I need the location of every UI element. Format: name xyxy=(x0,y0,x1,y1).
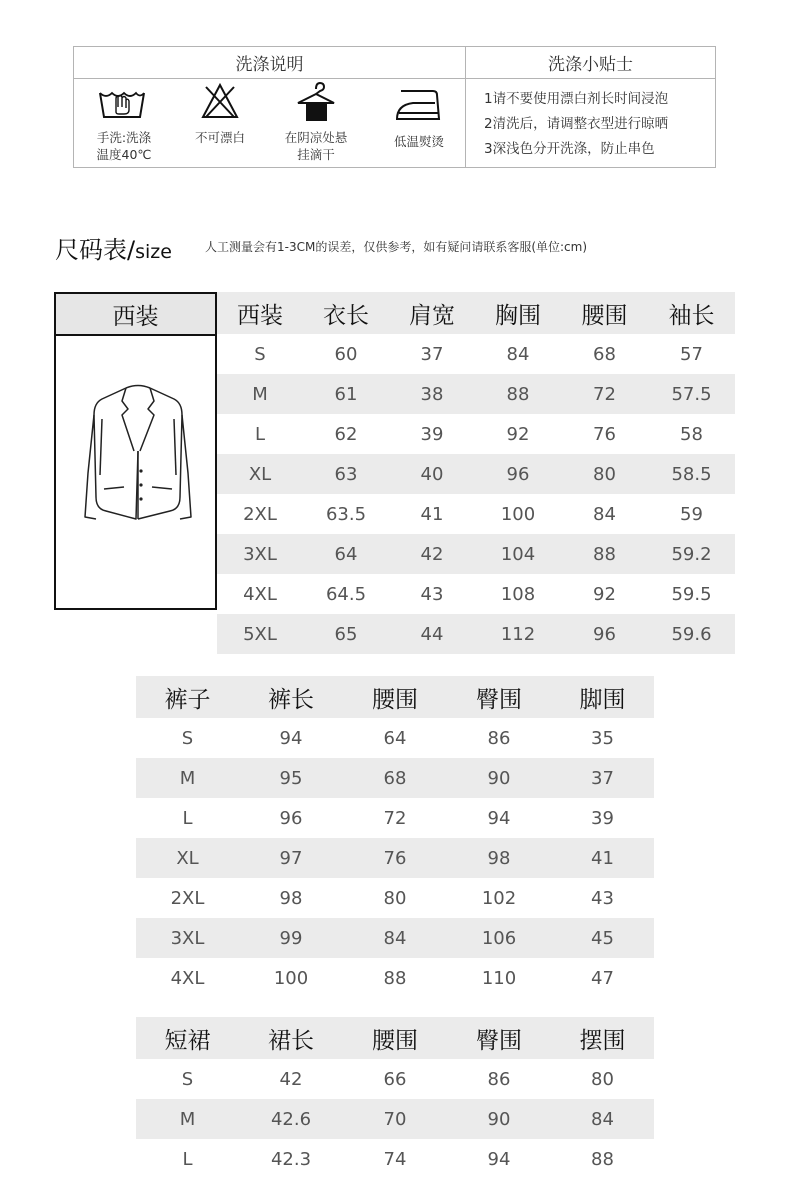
skirt-measure-cell: 42.3 xyxy=(270,1148,312,1170)
skirt-size-label-cell: M xyxy=(136,1099,239,1139)
pants-measure-cell: 68 xyxy=(343,758,447,798)
no-bleach-label: 不可漂白 xyxy=(194,130,245,145)
suit-size-row xyxy=(217,414,735,454)
skirt-measure-cell: 42 xyxy=(279,1068,303,1090)
wash-tip-2: 2清洗后，请调整衣型进行晾晒 xyxy=(484,116,669,132)
pants-header-cell: 裤子 xyxy=(136,676,239,718)
hang-dry-label: 在阴凉处悬 挂滴干 xyxy=(284,130,348,162)
skirt-measure-cell: 74 xyxy=(383,1148,407,1170)
suit-measure-cell: 88 xyxy=(561,534,648,574)
suit-measure-cell: 68 xyxy=(593,343,616,365)
suit-measure-cell: 37 xyxy=(420,343,444,365)
suit-measure-cell: 72 xyxy=(561,374,648,414)
skirt-measure-cell: 66 xyxy=(383,1068,407,1090)
suit-measure-cell: 100 xyxy=(500,503,536,525)
pants-header-cell: 脚围 xyxy=(551,676,654,718)
pants-measure-cell: 41 xyxy=(551,838,654,878)
skirt-header-cell: 摆围 xyxy=(551,1017,654,1059)
suit-size-row xyxy=(217,494,735,534)
suit-size-row xyxy=(217,574,735,614)
suit-size-row xyxy=(217,534,735,574)
pants-measure-cell: 64 xyxy=(383,727,407,749)
care-item-hand-wash xyxy=(74,79,174,167)
suit-size-row xyxy=(217,454,735,494)
care-instructions-table xyxy=(73,46,716,168)
suit-measure-cell: 44 xyxy=(389,614,475,654)
suit-header-cell: 袖长 xyxy=(648,292,735,334)
skirt-size-label-cell: S xyxy=(181,1068,194,1090)
size-chart-title-zh: 尺码表/ xyxy=(55,236,136,264)
suit-measure-cell: 59.6 xyxy=(648,614,735,654)
skirt-measure-cell: 94 xyxy=(487,1148,511,1170)
suit-measure-cell: 88 xyxy=(475,374,561,414)
suit-header-cell: 西装 xyxy=(217,292,303,334)
skirt-header-row xyxy=(136,1017,654,1059)
suit-measure-cell: 57 xyxy=(680,343,703,365)
wash-tip-3: 3深浅色分开洗涤，防止串色 xyxy=(484,141,655,157)
pants-measure-cell: 39 xyxy=(591,807,614,829)
suit-box-label: 西装 xyxy=(56,294,215,336)
skirt-measure-cell: 88 xyxy=(591,1148,614,1170)
care-item-hang-dry xyxy=(266,79,366,167)
pants-measure-cell: 98 xyxy=(279,887,303,909)
suit-header-cell: 胸围 xyxy=(475,292,561,334)
pants-measure-cell: 100 xyxy=(273,967,309,989)
pants-size-row xyxy=(136,798,654,838)
size-chart-note: 人工测量会有1-3CM的误差，仅供参考，如有疑问请联系客服(单位:cm) xyxy=(205,240,588,254)
pants-measure-cell: 84 xyxy=(343,918,447,958)
pants-header-cell: 臀围 xyxy=(447,676,551,718)
suit-size-row xyxy=(217,334,735,374)
pants-size-row xyxy=(136,918,654,958)
suit-measure-cell: 65 xyxy=(303,614,389,654)
pants-size-label-cell: 2XL xyxy=(170,887,205,909)
pants-header-row xyxy=(136,676,654,718)
suit-measure-cell: 92 xyxy=(593,583,616,605)
hand-wash-label: 手洗:洗涤 温度40℃ xyxy=(96,130,152,162)
suit-measure-cell: 61 xyxy=(303,374,389,414)
pants-measure-cell: 90 xyxy=(447,758,551,798)
suit-measure-cell: 62 xyxy=(334,423,358,445)
pants-size-row xyxy=(136,718,654,758)
suit-measure-cell: 57.5 xyxy=(648,374,735,414)
suit-measure-cell: 108 xyxy=(500,583,536,605)
no-bleach-icon xyxy=(170,79,270,135)
size-chart-title-en: size xyxy=(135,241,172,263)
skirt-size-table xyxy=(136,1017,654,1179)
care-icons-row xyxy=(74,79,466,167)
skirt-header-cell: 腰围 xyxy=(343,1017,447,1059)
suit-measure-cell: 41 xyxy=(420,503,444,525)
pants-size-row xyxy=(136,758,654,798)
wash-tips-title: 洗涤小贴士 xyxy=(466,47,715,79)
pants-size-table xyxy=(136,676,654,998)
pants-size-label-cell: L xyxy=(182,807,193,829)
suit-measure-cell: 58 xyxy=(680,423,703,445)
pants-measure-cell: 96 xyxy=(279,807,303,829)
suit-measure-cell: 59.5 xyxy=(671,583,712,605)
suit-size-label-cell: L xyxy=(254,423,266,445)
skirt-measure-cell: 90 xyxy=(447,1099,551,1139)
suit-measure-cell: 112 xyxy=(475,614,561,654)
low-iron-label: 低温熨烫 xyxy=(393,134,444,149)
suit-measure-cell: 96 xyxy=(475,454,561,494)
size-chart-title xyxy=(55,230,172,265)
pants-measure-cell: 43 xyxy=(591,887,614,909)
pants-measure-cell: 80 xyxy=(383,887,407,909)
pants-size-row xyxy=(136,958,654,998)
wash-tip-1: 1请不要使用漂白剂长时间浸泡 xyxy=(484,91,669,107)
pants-measure-cell: 88 xyxy=(383,967,407,989)
pants-measure-cell: 98 xyxy=(447,838,551,878)
pants-measure-cell: 35 xyxy=(591,727,614,749)
pants-measure-cell: 37 xyxy=(551,758,654,798)
pants-header-cell: 腰围 xyxy=(343,676,447,718)
pants-measure-cell: 106 xyxy=(447,918,551,958)
suit-measure-cell: 84 xyxy=(506,343,530,365)
skirt-measure-cell: 86 xyxy=(487,1068,511,1090)
pants-measure-cell: 110 xyxy=(481,967,517,989)
pants-measure-cell: 45 xyxy=(551,918,654,958)
pants-measure-cell: 94 xyxy=(279,727,303,749)
suit-measure-cell: 42 xyxy=(389,534,475,574)
pants-size-row xyxy=(136,838,654,878)
suit-measure-cell: 80 xyxy=(561,454,648,494)
wash-tips-list xyxy=(466,79,715,167)
suit-header-cell: 肩宽 xyxy=(389,292,475,334)
suit-measure-cell: 64.5 xyxy=(325,583,367,605)
suit-size-label-cell: 4XL xyxy=(243,583,277,605)
pants-measure-cell: 95 xyxy=(239,758,343,798)
pants-size-label-cell: S xyxy=(181,727,194,749)
skirt-header-cell: 短裙 xyxy=(136,1017,239,1059)
suit-measure-cell: 39 xyxy=(420,423,444,445)
hand-wash-icon xyxy=(74,79,174,135)
pants-measure-cell: 86 xyxy=(487,727,511,749)
suit-image-box xyxy=(54,292,217,610)
suit-size-label-cell: XL xyxy=(217,454,303,494)
suit-measure-cell: 104 xyxy=(475,534,561,574)
suit-measure-cell: 40 xyxy=(389,454,475,494)
suit-size-label-cell: 5XL xyxy=(217,614,303,654)
pants-size-label-cell: 3XL xyxy=(136,918,239,958)
skirt-size-row xyxy=(136,1059,654,1099)
suit-size-label-cell: 2XL xyxy=(243,503,277,525)
suit-measure-cell: 59 xyxy=(680,503,703,525)
suit-measure-cell: 84 xyxy=(593,503,616,525)
suit-size-label-cell: M xyxy=(217,374,303,414)
suit-header-row xyxy=(217,292,735,334)
suit-measure-cell: 76 xyxy=(593,423,616,445)
skirt-measure-cell: 42.6 xyxy=(239,1099,343,1139)
care-item-low-iron xyxy=(369,79,469,167)
suit-measure-cell: 43 xyxy=(420,583,444,605)
pants-measure-cell: 97 xyxy=(239,838,343,878)
suit-size-label-cell: S xyxy=(254,343,266,365)
wash-instructions-title: 洗涤说明 xyxy=(74,47,466,79)
pants-measure-cell: 102 xyxy=(481,887,517,909)
suit-measure-cell: 38 xyxy=(389,374,475,414)
skirt-measure-cell: 84 xyxy=(551,1099,654,1139)
pants-measure-cell: 72 xyxy=(383,807,407,829)
suit-size-row xyxy=(217,614,735,654)
pants-size-row xyxy=(136,878,654,918)
suit-header-cell: 腰围 xyxy=(561,292,648,334)
suit-size-table xyxy=(217,292,735,654)
hang-dry-shade-icon xyxy=(266,79,366,135)
skirt-header-cell: 臀围 xyxy=(447,1017,551,1059)
suit-measure-cell: 63 xyxy=(303,454,389,494)
pants-measure-cell: 47 xyxy=(591,967,614,989)
suit-jacket-icon xyxy=(80,379,196,539)
suit-measure-cell: 60 xyxy=(334,343,358,365)
suit-header-cell: 衣长 xyxy=(303,292,389,334)
suit-measure-cell: 92 xyxy=(506,423,530,445)
suit-measure-cell: 63.5 xyxy=(325,503,367,525)
pants-measure-cell: 76 xyxy=(343,838,447,878)
skirt-header-cell: 裙长 xyxy=(239,1017,343,1059)
skirt-measure-cell: 80 xyxy=(591,1068,614,1090)
pants-measure-cell: 99 xyxy=(239,918,343,958)
suit-size-label-cell: 3XL xyxy=(217,534,303,574)
skirt-size-label-cell: L xyxy=(182,1148,193,1170)
low-iron-icon xyxy=(369,79,469,135)
skirt-size-row xyxy=(136,1099,654,1139)
skirt-measure-cell: 70 xyxy=(343,1099,447,1139)
care-item-no-bleach xyxy=(170,79,270,167)
suit-measure-cell: 96 xyxy=(561,614,648,654)
skirt-size-row xyxy=(136,1139,654,1179)
suit-measure-cell: 58.5 xyxy=(648,454,735,494)
pants-measure-cell: 94 xyxy=(487,807,511,829)
pants-header-cell: 裤长 xyxy=(239,676,343,718)
suit-size-row xyxy=(217,374,735,414)
suit-measure-cell: 59.2 xyxy=(648,534,735,574)
pants-size-label-cell: 4XL xyxy=(170,967,205,989)
suit-measure-cell: 64 xyxy=(303,534,389,574)
pants-size-label-cell: M xyxy=(136,758,239,798)
pants-size-label-cell: XL xyxy=(136,838,239,878)
